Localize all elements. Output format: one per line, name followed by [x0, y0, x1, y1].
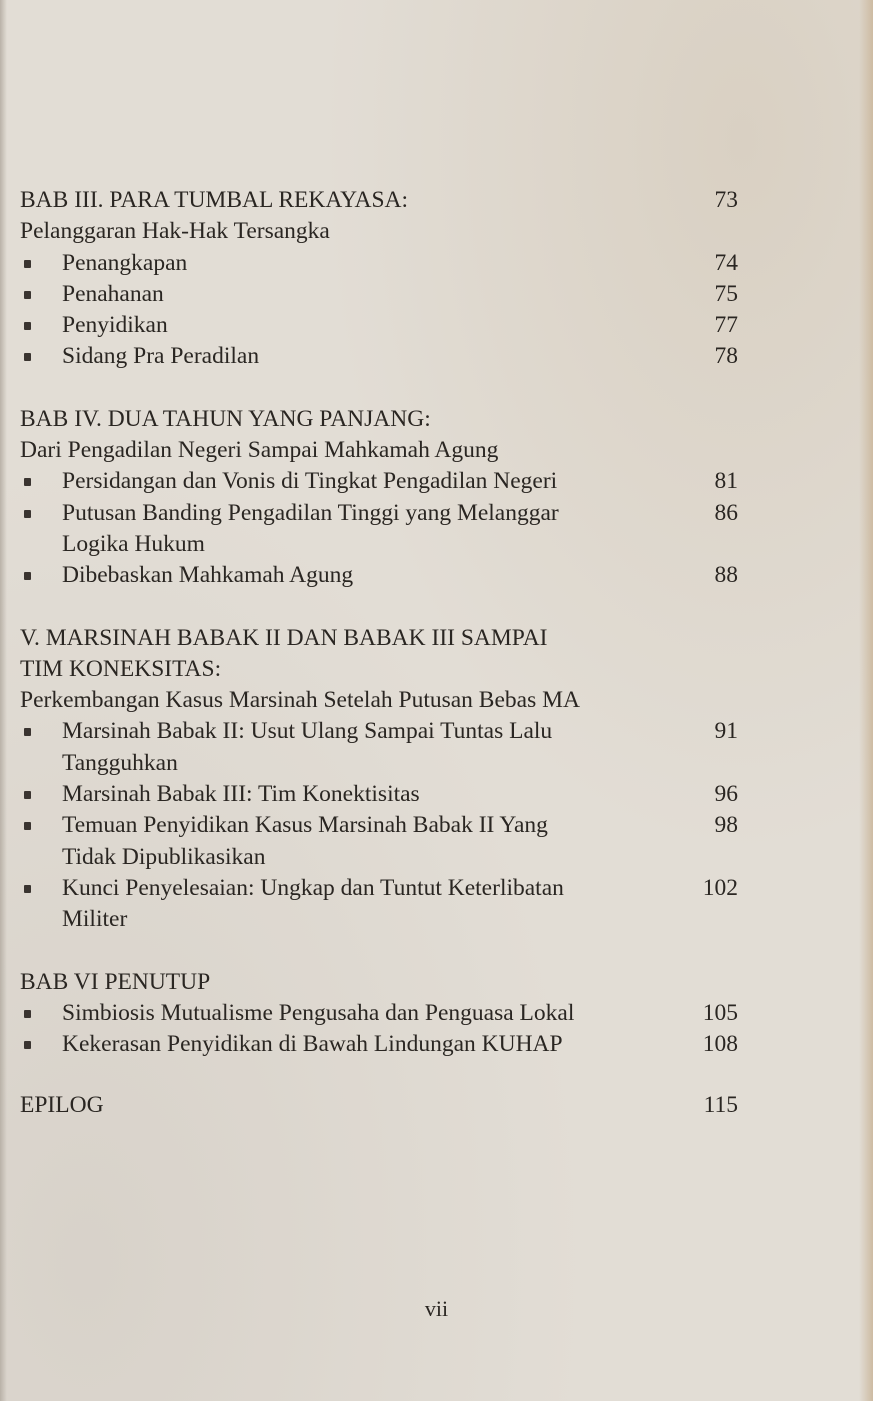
table-of-contents [20, 185, 750, 1122]
toc-page-number: 78 [714, 343, 738, 370]
toc-entry [20, 560, 750, 591]
toc-heading: BAB III. PARA TUMBAL REKAYASA: [20, 187, 409, 213]
bullet-icon [24, 510, 31, 518]
toc-subheading: Dari Pengadilan Negeri Sampai Mahkamah Agung [20, 437, 499, 464]
toc-entry-continuation [20, 529, 750, 560]
toc-page-number: 115 [703, 1092, 738, 1119]
toc-entry-title: Marsinah Babak III: Tim Konektisitas [62, 781, 420, 808]
toc-entry-continuation [20, 842, 750, 873]
bullet-icon [24, 322, 31, 330]
section-spacer [20, 936, 750, 967]
toc-page-number: 102 [702, 874, 738, 901]
toc-section-bab-iv [20, 404, 750, 592]
toc-entry-title: Marsinah Babak II: Usut Ulang Sampai Tuntas Lalu [62, 718, 553, 745]
toc-page-number: 105 [702, 999, 738, 1026]
toc-subheading-line [20, 685, 750, 716]
toc-heading-continued: TIM KONEKSITAS: [20, 655, 222, 682]
toc-entry [20, 716, 750, 747]
toc-heading-line [20, 185, 750, 216]
toc-entry-title: Kunci Penyelesaian: Ungkap dan Tuntut Keterlibatan [62, 874, 564, 901]
toc-entry-title-continued: Logika Hukum [62, 530, 205, 557]
toc-subheading-line [20, 216, 750, 247]
toc-page-number: 75 [714, 280, 738, 307]
toc-entry-title-continued: Militer [62, 906, 128, 933]
toc-page-number: 86 [714, 499, 738, 526]
toc-section-bab-v [20, 623, 750, 936]
toc-page-number: 98 [714, 812, 738, 839]
toc-page-number: 81 [714, 468, 738, 495]
toc-entry [20, 341, 750, 372]
toc-subheading: Pelanggaran Hak-Hak Tersangka [20, 218, 330, 245]
toc-entry-title: Temuan Penyidikan Kasus Marsinah Babak II Yang [62, 812, 548, 839]
toc-entry [20, 998, 750, 1029]
toc-entry-title-continued: Tangguhkan [62, 749, 178, 776]
toc-entry-title-continued: Tidak Dipublikasikan [62, 843, 266, 870]
bullet-icon [24, 1010, 31, 1018]
bullet-icon [24, 1041, 31, 1049]
section-spacer [20, 592, 750, 623]
toc-entry [20, 873, 750, 904]
toc-entry [20, 498, 750, 529]
bullet-icon [24, 260, 31, 268]
toc-page-number: 91 [714, 718, 738, 745]
bullet-icon [24, 822, 31, 830]
toc-heading: BAB IV. DUA TAHUN YANG PANJANG: [20, 405, 431, 432]
toc-page-number: 108 [702, 1031, 738, 1058]
toc-subheading: Perkembangan Kasus Marsinah Setelah Putusan Bebas MA [20, 687, 580, 714]
toc-entry-continuation [20, 904, 750, 935]
toc-page-number: 96 [714, 781, 738, 808]
toc-entry-title: Putusan Banding Pengadilan Tinggi yang Melanggar [62, 499, 559, 526]
toc-heading-line [20, 404, 750, 435]
bullet-icon [24, 791, 31, 799]
toc-entry [20, 810, 750, 841]
toc-entry-title: Sidang Pra Peradilan [62, 343, 260, 370]
toc-subheading-line [20, 435, 750, 466]
toc-entry-title: Dibebaskan Mahkamah Agung [62, 562, 354, 589]
bullet-icon [24, 572, 31, 580]
toc-entry [20, 779, 750, 810]
toc-entry-title: Penahanan [62, 280, 164, 307]
toc-entry [20, 279, 750, 310]
toc-page-number: 88 [714, 562, 738, 589]
toc-entry-continuation [20, 748, 750, 779]
toc-heading-line [20, 967, 750, 998]
page-right-edge-stain [859, 0, 873, 1401]
page-folio-number: vii [424, 1296, 449, 1321]
bullet-icon [24, 291, 31, 299]
toc-heading: V. MARSINAH BABAK II DAN BABAK III SAMPAI [20, 624, 548, 651]
toc-entry [20, 310, 750, 341]
toc-section-epilog [20, 1090, 750, 1121]
toc-entry-title: Persidangan dan Vonis di Tingkat Pengadilan Negeri [62, 468, 558, 495]
toc-section-bab-iii [20, 185, 750, 373]
toc-heading: EPILOG [20, 1092, 104, 1119]
bullet-icon [24, 478, 31, 486]
toc-page-number: 73 [714, 187, 738, 213]
toc-heading: BAB VI PENUTUP [20, 968, 211, 995]
toc-entry-title: Penangkapan [62, 249, 188, 276]
toc-heading-line [20, 1090, 750, 1121]
toc-entry-title: Penyidikan [62, 312, 168, 339]
toc-entry [20, 466, 750, 497]
toc-heading-line [20, 623, 750, 654]
toc-heading-line [20, 654, 750, 685]
section-spacer [20, 1060, 750, 1090]
page-left-edge-shadow [0, 0, 7, 1401]
toc-entry-title: Kekerasan Penyidikan di Bawah Lindungan KUHAP [62, 1031, 563, 1058]
section-spacer [20, 373, 750, 404]
bullet-icon [24, 885, 31, 893]
toc-entry [20, 1029, 750, 1060]
toc-page-number: 77 [714, 312, 738, 339]
toc-section-bab-vi [20, 967, 750, 1061]
toc-entry [20, 248, 750, 279]
bullet-icon [24, 728, 31, 736]
toc-entry-title: Simbiosis Mutualisme Pengusaha dan Penguasa Lokal [62, 999, 575, 1026]
toc-page-number: 74 [714, 249, 738, 276]
bullet-icon [24, 353, 31, 361]
